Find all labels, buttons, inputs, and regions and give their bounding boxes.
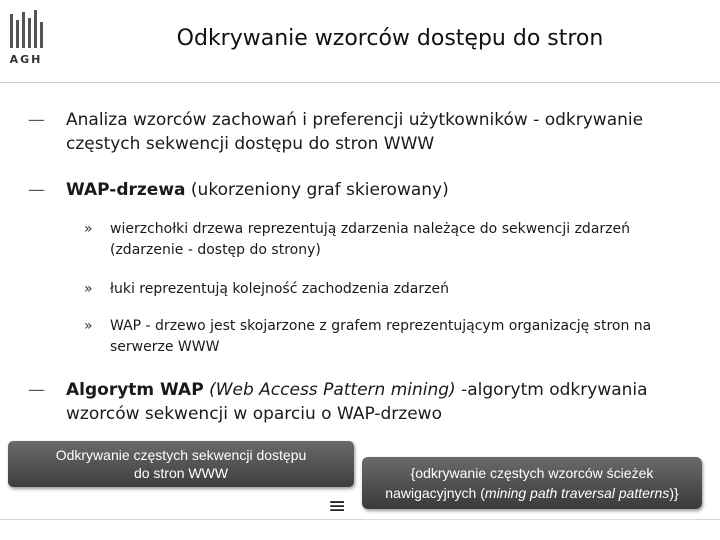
subbullet-marker: » — [84, 281, 93, 297]
subbullet-marker: » — [84, 221, 93, 237]
box-right-line2-suffix: )} — [669, 485, 679, 501]
logo-text: AGH — [9, 53, 43, 66]
subbullet-text: wierzchołki drzewa reprezentują zdarzenia należące do sekwencji zdarzeń (zdarzenie - dostęp do strony) — [110, 221, 630, 258]
bullet-1 — [28, 108, 698, 156]
bullet-marker: — — [28, 180, 45, 200]
agh-logo-icon — [6, 8, 46, 52]
box-left-line2: do stron WWW — [133, 465, 229, 481]
bullet-italic: (Web Access Pattern mining) — [203, 380, 456, 400]
equivalence-symbol: ≡ — [328, 494, 347, 519]
box-right-line2-prefix: nawigacyjnych ( — [385, 485, 485, 501]
bullet-text: Analiza wzorców zachowań i preferencji użytkowników - odkrywanie częstych sekwencji dostępu do stron WWW — [66, 110, 644, 154]
bullet-rest: (ukorzeniony graf skierowany) — [185, 180, 449, 200]
subbullet-text: WAP - drzewo jest skojarzone z grafem reprezentującym organizację stron na serwerze WWW — [110, 318, 652, 355]
bullet-text — [66, 178, 698, 202]
bullet-bold: WAP-drzewa — [66, 180, 186, 200]
subbullet-2 — [84, 279, 684, 300]
frequent-sequences-box — [8, 441, 354, 487]
bullet-2 — [28, 178, 698, 202]
path-traversal-box — [362, 457, 702, 509]
subbullet-3 — [84, 316, 684, 358]
bullet-3 — [28, 378, 698, 426]
bullet-bold: Algorytm WAP — [66, 380, 204, 400]
bullet-rest: -algorytm odkrywania wzorców sekwencji w oparciu o WAP-drzewo — [66, 380, 648, 424]
subbullet-text: łuki reprezentują kolejność zachodzenia zdarzeń — [110, 281, 449, 297]
slide-title: Odkrywanie wzorców dostępu do stron — [176, 26, 604, 51]
title-divider — [0, 82, 720, 83]
bullet-marker: — — [28, 110, 45, 130]
box-right-line2-italic: mining path traversal patterns — [484, 485, 670, 501]
agh-logo — [6, 8, 46, 68]
box-right-line1: {odkrywanie częstych wzorców ścieżek — [410, 465, 654, 481]
box-right-line2 — [385, 483, 678, 503]
bullet-text — [66, 378, 698, 426]
bullet-marker: — — [28, 380, 45, 400]
subbullet-1 — [84, 219, 684, 261]
footer-divider — [0, 519, 720, 520]
subbullet-marker: » — [84, 318, 93, 334]
box-left-line1: Odkrywanie częstych sekwencji dostępu — [55, 447, 307, 463]
